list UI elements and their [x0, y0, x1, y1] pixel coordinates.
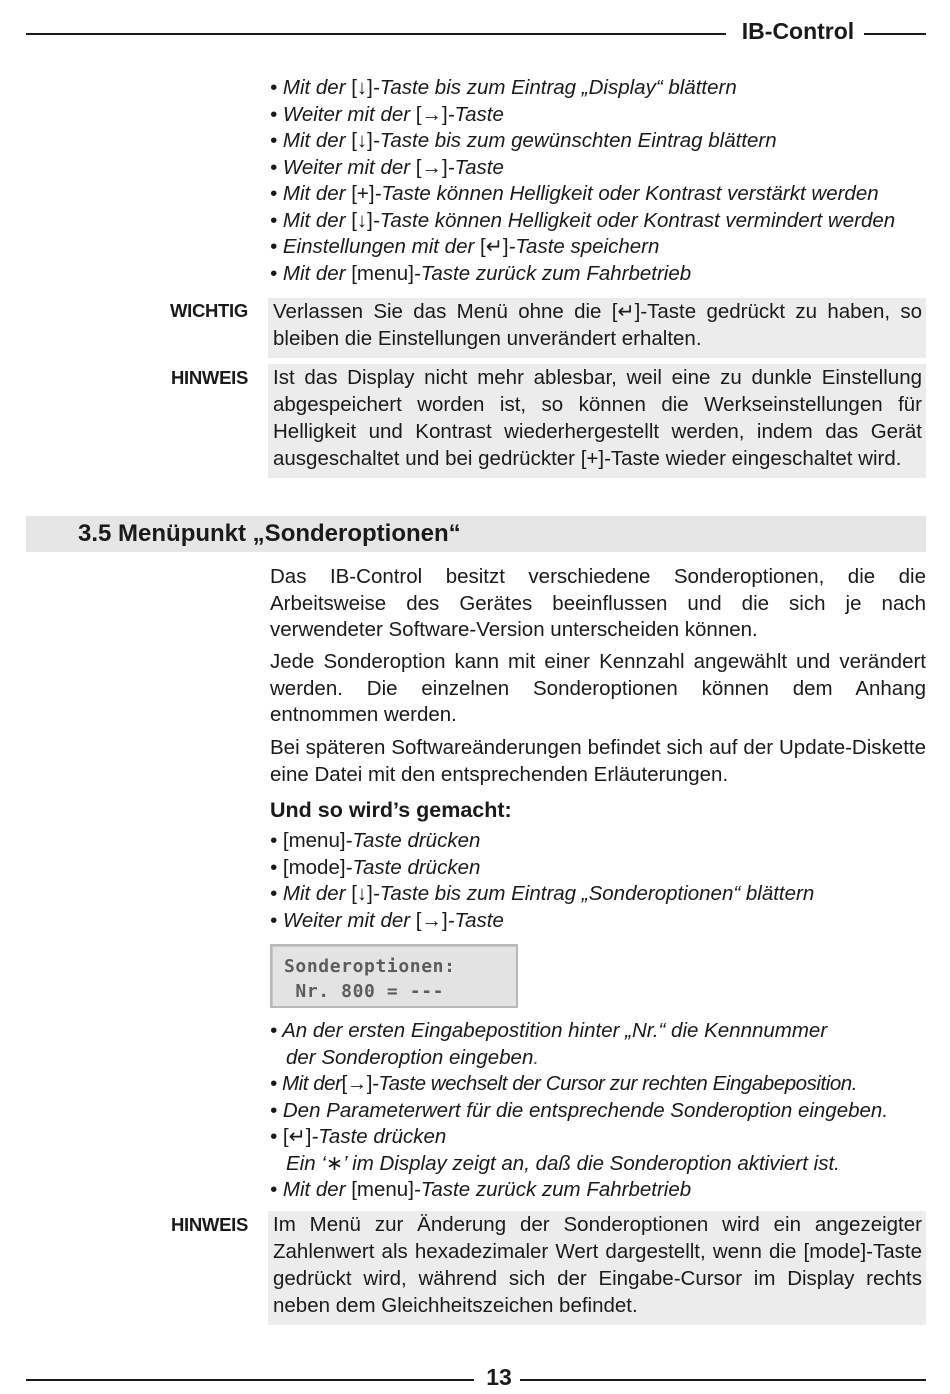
key-label: [↓]	[351, 882, 373, 905]
note-label-hinweis: HINWEIS	[170, 1214, 248, 1235]
list-item	[270, 181, 940, 208]
key-label: [→]	[415, 102, 448, 126]
step-text: -Taste	[447, 908, 504, 932]
list-item	[270, 208, 940, 235]
step-text: -Taste bis zum Eintrag „Display“ blättern	[372, 76, 737, 99]
step-text: -Taste drücken	[345, 855, 481, 879]
lcd-line: Nr. 800 = ---	[284, 981, 445, 1002]
header-rule-right	[864, 33, 926, 35]
list-item	[270, 855, 940, 882]
step-text: • Mit der	[270, 882, 352, 905]
key-label: [↓]	[351, 76, 373, 99]
list-item	[270, 1124, 940, 1151]
step-text: Ein ‘∗’ im Display zeigt an, daß die Sonderoption aktiviert ist.	[286, 1151, 840, 1175]
list-item	[270, 1151, 940, 1178]
step-text: • Weiter mit der	[270, 908, 416, 932]
step-text: -Taste wechselt der Cursor zur rechten Eingabeposition.	[372, 1072, 858, 1095]
key-label: [menu]	[282, 829, 346, 852]
step-text: -Taste	[447, 155, 504, 179]
step-text: • Mit der	[270, 129, 352, 152]
list-item	[270, 1018, 940, 1045]
page-footer	[26, 1362, 926, 1394]
step-text: -Taste zurück zum Fahrbetrieb	[413, 1178, 692, 1201]
note-label-wichtig: WICHTIG	[169, 300, 248, 321]
section-heading-bar	[26, 516, 926, 552]
step-text: -Taste bis zum Eintrag „Sonderoptionen“ blättern	[372, 882, 815, 905]
footer-rule-right	[520, 1379, 926, 1381]
list-item	[270, 75, 940, 102]
paragraph: Bei späteren Softwareänderungen befindet sich auf der Update-Diskette eine Datei mit den entsprechenden Erläuterungen.	[270, 736, 926, 786]
paragraph: Jede Sonderoption kann mit einer Kennzahl angewählt und verändert werden. Die einzelnen Sonderoptionen können dem Anhang entnommen werden.	[270, 650, 926, 726]
key-label: [↓]	[351, 208, 373, 232]
step-text: • Den Parameterwert für die entsprechende Sonderoption eingeben.	[270, 1098, 889, 1122]
step-text: • Mit der	[270, 76, 352, 99]
list-item	[270, 102, 940, 129]
step-text: -Taste drücken	[345, 829, 481, 852]
list-item	[270, 261, 940, 288]
entry-steps-list	[270, 1018, 940, 1204]
list-item	[270, 881, 940, 908]
key-label: [↵]	[282, 1125, 312, 1148]
step-text: • Mit der	[270, 261, 352, 285]
list-item	[270, 1045, 940, 1072]
key-label: [↵]	[480, 235, 509, 258]
step-text: -Taste zurück zum Fahrbetrieb	[413, 261, 692, 285]
procedure-subheading: Und so wird’s gemacht:	[270, 798, 512, 822]
step-text: • Weiter mit der	[270, 155, 416, 179]
step-text: • Weiter mit der	[270, 102, 416, 126]
list-item	[270, 1071, 940, 1098]
step-text: •	[270, 855, 283, 879]
note-box-wichtig: Verlassen Sie das Menü ohne die [↵]-Taste gedrückt zu haben, so bleiben die Einstellungen unverändert erhalten.	[268, 298, 926, 358]
note-label-hinweis: HINWEIS	[170, 367, 248, 388]
key-label: [→]	[415, 908, 448, 932]
page-number: 13	[486, 1364, 512, 1390]
list-item	[270, 128, 940, 155]
step-text: -Taste	[447, 102, 504, 126]
page-header	[26, 16, 926, 46]
list-item	[270, 908, 940, 935]
step-text: -Taste können Helligkeit oder Kontrast vermindert werden	[372, 208, 896, 232]
step-text: der Sonderoption eingeben	[286, 1045, 534, 1069]
key-label: [→]	[415, 155, 448, 179]
step-text: • Mit der	[270, 1178, 352, 1201]
step-text: -Taste können Helligkeit oder Kontrast verstärkt werden	[374, 182, 879, 205]
step-text: -Taste bis zum gewünschten Eintrag blättern	[372, 129, 777, 152]
list-item	[270, 1177, 940, 1204]
header-rule-left	[26, 33, 726, 35]
document-title: IB-Control	[741, 18, 855, 44]
key-label: [menu]	[351, 1178, 414, 1201]
lcd-display	[270, 944, 518, 1008]
footer-rule-left	[26, 1379, 474, 1381]
key-label: [menu]	[351, 261, 414, 285]
step-text: • Mit der	[270, 208, 352, 232]
key-label: [→]	[341, 1072, 373, 1095]
key-label: [mode]	[282, 855, 346, 879]
list-item	[270, 234, 940, 261]
step-text: • Einstellungen mit der	[270, 235, 481, 258]
step-text: • Mit der	[270, 1072, 342, 1095]
display-steps-list	[270, 75, 940, 287]
step-text: •	[270, 829, 283, 852]
step-text: • Mit der	[270, 182, 352, 205]
step-text: -Taste drücken	[311, 1125, 447, 1148]
note-box-hinweis: Im Menü zur Änderung der Sonderoptionen wird ein angezeigter Zahlenwert als hexadezimaler Wert dargestellt, wenn die [mode]-Taste gedrückt wird, während sich der Eingabe-Cursor im Display rechts neben dem Gleichheitszeichen befindet.	[268, 1211, 926, 1325]
sonderoptionen-steps-list	[270, 828, 940, 934]
step-text: •	[270, 1125, 283, 1148]
step-text: • An der ersten Eingabepostition hinter „Nr.“ die Kennnummer	[270, 1019, 828, 1042]
step-text: .	[533, 1045, 540, 1069]
key-label: [↓]	[351, 129, 373, 152]
list-item	[270, 828, 940, 855]
key-label: [+]	[351, 182, 375, 205]
step-text: -Taste speichern	[508, 235, 660, 258]
note-box-hinweis: Ist das Display nicht mehr ablesbar, weil eine zu dunkle Einstellung abgespeichert worden ist, so können die Werkseinstellungen für Helligkeit und Kontrast wiederhergestellt werden, indem das Gerät ausgeschaltet und bei gedrückter [+]-Taste wieder eingeschaltet wird.	[268, 364, 926, 478]
section-heading: 3.5 Menüpunkt „Sonderoptionen“	[78, 520, 461, 547]
list-item	[270, 155, 940, 182]
lcd-line: Sonderoptionen:	[284, 956, 456, 977]
paragraph: Das IB-Control besitzt verschiedene Sonderoptionen, die die Arbeitsweise des Gerätes beeinflussen und die sich je nach verwendeter Software-Version unterscheiden können.	[270, 565, 926, 641]
list-item	[270, 1098, 940, 1125]
